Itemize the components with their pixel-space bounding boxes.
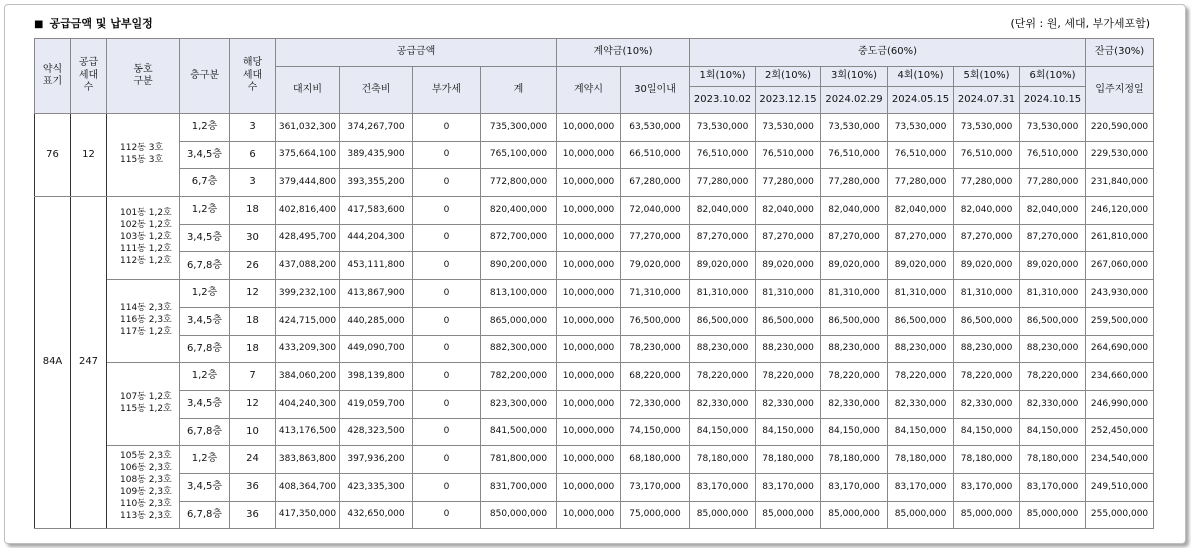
cell-installment-2: 84,150,000 [756, 418, 821, 446]
col-installment-3-date: 2024.02.29 [821, 87, 888, 114]
cell-within-30: 75,000,000 [621, 501, 690, 529]
payment-schedule-table [34, 38, 1154, 529]
cell-balance: 255,000,000 [1086, 501, 1154, 529]
cell-installment-3: 86,500,000 [821, 307, 888, 335]
cell-vat: 0 [413, 473, 481, 501]
cell-installment-2: 86,500,000 [756, 307, 821, 335]
cell-total: 831,700,000 [481, 473, 557, 501]
cell-installment-5: 89,020,000 [954, 252, 1020, 280]
cell-total: 772,800,000 [481, 169, 557, 197]
cell-on-contract: 10,000,000 [557, 363, 621, 391]
col-move-in: 입주지정일 [1086, 67, 1154, 114]
cell-installment-5: 78,180,000 [954, 446, 1020, 474]
cell-installment-2: 78,180,000 [756, 446, 821, 474]
cell-building: 389,435,900 [340, 141, 413, 169]
cell-vat: 0 [413, 363, 481, 391]
col-deposit: 계약금(10%) [557, 39, 690, 67]
cell-dong: 107동 1,2호 115동 1,2호 [107, 363, 180, 446]
col-land: 대지비 [276, 67, 340, 114]
cell-installment-5: 73,530,000 [954, 114, 1020, 142]
cell-dong: 114동 2,3호 116동 2,3호 117동 1,2호 [107, 280, 180, 363]
cell-land: 384,060,200 [276, 363, 340, 391]
cell-households: 12 [230, 390, 276, 418]
cell-installment-3: 81,310,000 [821, 280, 888, 308]
cell-installment-2: 89,020,000 [756, 252, 821, 280]
cell-floor: 1,2층 [180, 363, 230, 391]
cell-balance: 234,540,000 [1086, 446, 1154, 474]
col-installment-6-date: 2024.10.15 [1020, 87, 1086, 114]
table-row [35, 197, 1154, 225]
cell-installment-1: 84,150,000 [690, 418, 756, 446]
cell-installment-4: 81,310,000 [888, 280, 954, 308]
cell-installment-4: 78,220,000 [888, 363, 954, 391]
cell-installment-3: 83,170,000 [821, 473, 888, 501]
cell-floor: 3,4,5층 [180, 141, 230, 169]
cell-installment-3: 89,020,000 [821, 252, 888, 280]
cell-households: 3 [230, 114, 276, 142]
cell-floor: 1,2층 [180, 280, 230, 308]
cell-balance: 259,500,000 [1086, 307, 1154, 335]
col-balance: 잔금(30%) [1086, 39, 1154, 67]
cell-land: 424,715,000 [276, 307, 340, 335]
cell-dong: 105동 2,3호 106동 2,3호 108동 2,3호 109동 2,3호 110동 2,3호 113동 2,3호 [107, 446, 180, 529]
cell-installment-1: 85,000,000 [690, 501, 756, 529]
table-row [35, 501, 1154, 529]
cell-installment-4: 88,230,000 [888, 335, 954, 363]
cell-installment-2: 81,310,000 [756, 280, 821, 308]
cell-land: 404,240,300 [276, 390, 340, 418]
cell-within-30: 63,530,000 [621, 114, 690, 142]
col-installment-2-date: 2023.12.15 [756, 87, 821, 114]
col-installment-2: 2회(10%) [756, 67, 821, 87]
col-vat: 부가세 [413, 67, 481, 114]
cell-building: 444,204,300 [340, 224, 413, 252]
cell-within-30: 72,040,000 [621, 197, 690, 225]
cell-building: 397,936,200 [340, 446, 413, 474]
cell-households: 30 [230, 224, 276, 252]
table-row [35, 390, 1154, 418]
cell-floor: 6,7,8층 [180, 418, 230, 446]
cell-installment-2: 78,220,000 [756, 363, 821, 391]
cell-installment-5: 78,220,000 [954, 363, 1020, 391]
cell-installment-4: 85,000,000 [888, 501, 954, 529]
col-installment-1-date: 2023.10.02 [690, 87, 756, 114]
cell-land: 413,176,500 [276, 418, 340, 446]
cell-within-30: 67,280,000 [621, 169, 690, 197]
cell-dong: 112동 3호 115동 3호 [107, 114, 180, 197]
cell-floor: 1,2층 [180, 114, 230, 142]
cell-floor: 6,7,8층 [180, 335, 230, 363]
table-body [35, 114, 1154, 529]
cell-vat: 0 [413, 307, 481, 335]
cell-vat: 0 [413, 446, 481, 474]
cell-installment-6: 88,230,000 [1020, 335, 1086, 363]
cell-floor: 3,4,5층 [180, 390, 230, 418]
cell-installment-3: 84,150,000 [821, 418, 888, 446]
table-row [35, 280, 1154, 308]
cell-households: 3 [230, 169, 276, 197]
cell-on-contract: 10,000,000 [557, 197, 621, 225]
col-supply-amount: 공급금액 [276, 39, 557, 67]
cell-land: 361,032,300 [276, 114, 340, 142]
table-header [35, 39, 1154, 114]
col-middle-payment: 중도금(60%) [690, 39, 1086, 67]
cell-floor: 3,4,5층 [180, 473, 230, 501]
cell-installment-5: 76,510,000 [954, 141, 1020, 169]
cell-installment-1: 78,220,000 [690, 363, 756, 391]
col-installment-6: 6회(10%) [1020, 67, 1086, 87]
cell-installment-1: 88,230,000 [690, 335, 756, 363]
cell-installment-5: 82,040,000 [954, 197, 1020, 225]
cell-households: 18 [230, 307, 276, 335]
cell-installment-6: 78,220,000 [1020, 363, 1086, 391]
cell-building: 417,583,600 [340, 197, 413, 225]
cell-installment-1: 73,530,000 [690, 114, 756, 142]
cell-vat: 0 [413, 418, 481, 446]
col-installment-5: 5회(10%) [954, 67, 1020, 87]
cell-installment-5: 84,150,000 [954, 418, 1020, 446]
cell-installment-4: 82,330,000 [888, 390, 954, 418]
cell-installment-5: 85,000,000 [954, 501, 1020, 529]
cell-installment-2: 87,270,000 [756, 224, 821, 252]
cell-installment-3: 78,220,000 [821, 363, 888, 391]
cell-installment-1: 81,310,000 [690, 280, 756, 308]
cell-installment-2: 76,510,000 [756, 141, 821, 169]
cell-building: 449,090,700 [340, 335, 413, 363]
cell-type: 76 [35, 114, 71, 197]
cell-within-30: 73,170,000 [621, 473, 690, 501]
cell-total: 782,200,000 [481, 363, 557, 391]
cell-total: 890,200,000 [481, 252, 557, 280]
cell-vat: 0 [413, 114, 481, 142]
cell-installment-2: 77,280,000 [756, 169, 821, 197]
cell-installment-5: 83,170,000 [954, 473, 1020, 501]
col-installment-1: 1회(10%) [690, 67, 756, 87]
cell-within-30: 72,330,000 [621, 390, 690, 418]
col-within-30-days: 30일이내 [621, 67, 690, 114]
cell-land: 417,350,000 [276, 501, 340, 529]
cell-on-contract: 10,000,000 [557, 280, 621, 308]
table-row [35, 252, 1154, 280]
cell-vat: 0 [413, 335, 481, 363]
cell-installment-1: 77,280,000 [690, 169, 756, 197]
cell-total: 735,300,000 [481, 114, 557, 142]
cell-building: 423,335,300 [340, 473, 413, 501]
cell-installment-6: 85,000,000 [1020, 501, 1086, 529]
cell-on-contract: 10,000,000 [557, 169, 621, 197]
cell-households: 10 [230, 418, 276, 446]
cell-building: 374,267,700 [340, 114, 413, 142]
cell-total: 865,000,000 [481, 307, 557, 335]
cell-vat: 0 [413, 280, 481, 308]
cell-balance: 243,930,000 [1086, 280, 1154, 308]
table-row [35, 224, 1154, 252]
cell-installment-1: 78,180,000 [690, 446, 756, 474]
cell-floor: 6,7층 [180, 169, 230, 197]
cell-building: 440,285,000 [340, 307, 413, 335]
cell-installment-5: 88,230,000 [954, 335, 1020, 363]
cell-installment-4: 73,530,000 [888, 114, 954, 142]
cell-balance: 261,810,000 [1086, 224, 1154, 252]
cell-total: 781,800,000 [481, 446, 557, 474]
cell-balance: 246,990,000 [1086, 390, 1154, 418]
col-households: 해당 세대 수 [230, 39, 276, 114]
cell-installment-3: 73,530,000 [821, 114, 888, 142]
cell-floor: 3,4,5층 [180, 307, 230, 335]
cell-floor: 3,4,5층 [180, 224, 230, 252]
col-installment-5-date: 2024.07.31 [954, 87, 1020, 114]
cell-land: 428,495,700 [276, 224, 340, 252]
cell-balance: 252,450,000 [1086, 418, 1154, 446]
cell-within-30: 66,510,000 [621, 141, 690, 169]
cell-installment-6: 73,530,000 [1020, 114, 1086, 142]
cell-building: 428,323,500 [340, 418, 413, 446]
cell-land: 437,088,200 [276, 252, 340, 280]
cell-installment-1: 82,040,000 [690, 197, 756, 225]
table-row [35, 141, 1154, 169]
cell-within-30: 76,500,000 [621, 307, 690, 335]
cell-land: 402,816,400 [276, 197, 340, 225]
cell-on-contract: 10,000,000 [557, 141, 621, 169]
cell-building: 393,355,200 [340, 169, 413, 197]
table-row [35, 418, 1154, 446]
cell-vat: 0 [413, 169, 481, 197]
cell-households: 12 [230, 280, 276, 308]
cell-installment-6: 78,180,000 [1020, 446, 1086, 474]
cell-balance: 234,660,000 [1086, 363, 1154, 391]
cell-installment-2: 73,530,000 [756, 114, 821, 142]
cell-total: 850,000,000 [481, 501, 557, 529]
cell-within-30: 79,020,000 [621, 252, 690, 280]
cell-balance: 264,690,000 [1086, 335, 1154, 363]
cell-installment-4: 84,150,000 [888, 418, 954, 446]
cell-installment-5: 81,310,000 [954, 280, 1020, 308]
cell-installment-2: 85,000,000 [756, 501, 821, 529]
cell-supply-units: 12 [71, 114, 107, 197]
cell-households: 36 [230, 501, 276, 529]
cell-land: 379,444,800 [276, 169, 340, 197]
cell-vat: 0 [413, 390, 481, 418]
table-row [35, 169, 1154, 197]
cell-within-30: 68,220,000 [621, 363, 690, 391]
cell-total: 841,500,000 [481, 418, 557, 446]
cell-balance: 220,590,000 [1086, 114, 1154, 142]
cell-installment-4: 87,270,000 [888, 224, 954, 252]
cell-land: 399,232,100 [276, 280, 340, 308]
cell-building: 419,059,700 [340, 390, 413, 418]
cell-installment-4: 77,280,000 [888, 169, 954, 197]
cell-installment-3: 82,330,000 [821, 390, 888, 418]
unit-note: (단위 : 원, 세대, 부가세포함) [1010, 17, 1150, 30]
table-row [35, 307, 1154, 335]
cell-households: 18 [230, 335, 276, 363]
cell-households: 6 [230, 141, 276, 169]
cell-installment-3: 82,040,000 [821, 197, 888, 225]
cell-installment-5: 86,500,000 [954, 307, 1020, 335]
col-installment-4: 4회(10%) [888, 67, 954, 87]
cell-installment-4: 78,180,000 [888, 446, 954, 474]
cell-floor: 1,2층 [180, 446, 230, 474]
cell-total: 820,400,000 [481, 197, 557, 225]
cell-installment-1: 89,020,000 [690, 252, 756, 280]
cell-installment-2: 82,330,000 [756, 390, 821, 418]
cell-land: 383,863,800 [276, 446, 340, 474]
cell-vat: 0 [413, 224, 481, 252]
cell-installment-4: 76,510,000 [888, 141, 954, 169]
cell-land: 433,209,300 [276, 335, 340, 363]
table-row [35, 114, 1154, 142]
cell-land: 375,664,100 [276, 141, 340, 169]
cell-total: 823,300,000 [481, 390, 557, 418]
cell-floor: 1,2층 [180, 197, 230, 225]
cell-installment-2: 88,230,000 [756, 335, 821, 363]
cell-within-30: 77,270,000 [621, 224, 690, 252]
cell-households: 24 [230, 446, 276, 474]
col-type: 약식 표기 [35, 39, 71, 114]
cell-vat: 0 [413, 141, 481, 169]
cell-households: 36 [230, 473, 276, 501]
cell-vat: 0 [413, 252, 481, 280]
cell-installment-3: 88,230,000 [821, 335, 888, 363]
cell-building: 453,111,800 [340, 252, 413, 280]
cell-balance: 246,120,000 [1086, 197, 1154, 225]
cell-on-contract: 10,000,000 [557, 224, 621, 252]
col-installment-4-date: 2024.05.15 [888, 87, 954, 114]
cell-within-30: 71,310,000 [621, 280, 690, 308]
cell-within-30: 74,150,000 [621, 418, 690, 446]
table-row [35, 446, 1154, 474]
cell-balance: 249,510,000 [1086, 473, 1154, 501]
cell-dong: 101동 1,2호 102동 1,2호 103동 1,2호 111동 1,2호 112동 1,2호 [107, 197, 180, 280]
cell-balance: 229,530,000 [1086, 141, 1154, 169]
cell-land: 408,364,700 [276, 473, 340, 501]
cell-on-contract: 10,000,000 [557, 252, 621, 280]
cell-total: 813,100,000 [481, 280, 557, 308]
cell-on-contract: 10,000,000 [557, 307, 621, 335]
cell-installment-6: 82,040,000 [1020, 197, 1086, 225]
cell-installment-1: 83,170,000 [690, 473, 756, 501]
cell-installment-6: 77,280,000 [1020, 169, 1086, 197]
col-building: 건축비 [340, 67, 413, 114]
cell-within-30: 78,230,000 [621, 335, 690, 363]
cell-installment-3: 87,270,000 [821, 224, 888, 252]
cell-type: 84A [35, 197, 71, 529]
cell-installment-4: 83,170,000 [888, 473, 954, 501]
cell-installment-6: 86,500,000 [1020, 307, 1086, 335]
cell-on-contract: 10,000,000 [557, 418, 621, 446]
cell-installment-3: 76,510,000 [821, 141, 888, 169]
cell-total: 872,700,000 [481, 224, 557, 252]
cell-vat: 0 [413, 197, 481, 225]
cell-installment-5: 77,280,000 [954, 169, 1020, 197]
cell-on-contract: 10,000,000 [557, 390, 621, 418]
cell-installment-2: 82,040,000 [756, 197, 821, 225]
cell-installment-1: 87,270,000 [690, 224, 756, 252]
col-installment-3: 3회(10%) [821, 67, 888, 87]
cell-installment-6: 76,510,000 [1020, 141, 1086, 169]
cell-installment-3: 78,180,000 [821, 446, 888, 474]
cell-building: 398,139,800 [340, 363, 413, 391]
cell-balance: 267,060,000 [1086, 252, 1154, 280]
col-floor: 층구분 [180, 39, 230, 114]
table-row [35, 363, 1154, 391]
cell-floor: 6,7,8층 [180, 252, 230, 280]
cell-supply-units: 247 [71, 197, 107, 529]
square-bullet-icon: ■ [34, 19, 44, 30]
cell-installment-1: 76,510,000 [690, 141, 756, 169]
cell-installment-4: 89,020,000 [888, 252, 954, 280]
section-title-text: 공급금액 및 납부일정 [49, 17, 153, 30]
table-row [35, 473, 1154, 501]
cell-within-30: 68,180,000 [621, 446, 690, 474]
cell-installment-6: 83,170,000 [1020, 473, 1086, 501]
cell-installment-5: 82,330,000 [954, 390, 1020, 418]
col-on-contract: 계약시 [557, 67, 621, 114]
cell-households: 26 [230, 252, 276, 280]
cell-on-contract: 10,000,000 [557, 501, 621, 529]
cell-households: 18 [230, 197, 276, 225]
col-dong: 동호 구분 [107, 39, 180, 114]
col-total: 계 [481, 67, 557, 114]
cell-installment-4: 86,500,000 [888, 307, 954, 335]
cell-installment-3: 77,280,000 [821, 169, 888, 197]
cell-floor: 6,7,8층 [180, 501, 230, 529]
cell-balance: 231,840,000 [1086, 169, 1154, 197]
cell-installment-6: 87,270,000 [1020, 224, 1086, 252]
cell-installment-3: 85,000,000 [821, 501, 888, 529]
cell-on-contract: 10,000,000 [557, 473, 621, 501]
cell-installment-1: 86,500,000 [690, 307, 756, 335]
cell-installment-5: 87,270,000 [954, 224, 1020, 252]
cell-installment-6: 82,330,000 [1020, 390, 1086, 418]
cell-building: 413,867,900 [340, 280, 413, 308]
cell-total: 882,300,000 [481, 335, 557, 363]
cell-households: 7 [230, 363, 276, 391]
cell-on-contract: 10,000,000 [557, 446, 621, 474]
cell-on-contract: 10,000,000 [557, 114, 621, 142]
cell-installment-2: 83,170,000 [756, 473, 821, 501]
cell-on-contract: 10,000,000 [557, 335, 621, 363]
cell-building: 432,650,000 [340, 501, 413, 529]
col-supply-units: 공급 세대 수 [71, 39, 107, 114]
section-title [34, 15, 153, 31]
cell-installment-6: 89,020,000 [1020, 252, 1086, 280]
cell-vat: 0 [413, 501, 481, 529]
cell-installment-6: 81,310,000 [1020, 280, 1086, 308]
cell-total: 765,100,000 [481, 141, 557, 169]
cell-installment-4: 82,040,000 [888, 197, 954, 225]
cell-installment-6: 84,150,000 [1020, 418, 1086, 446]
table-row [35, 335, 1154, 363]
cell-installment-1: 82,330,000 [690, 390, 756, 418]
